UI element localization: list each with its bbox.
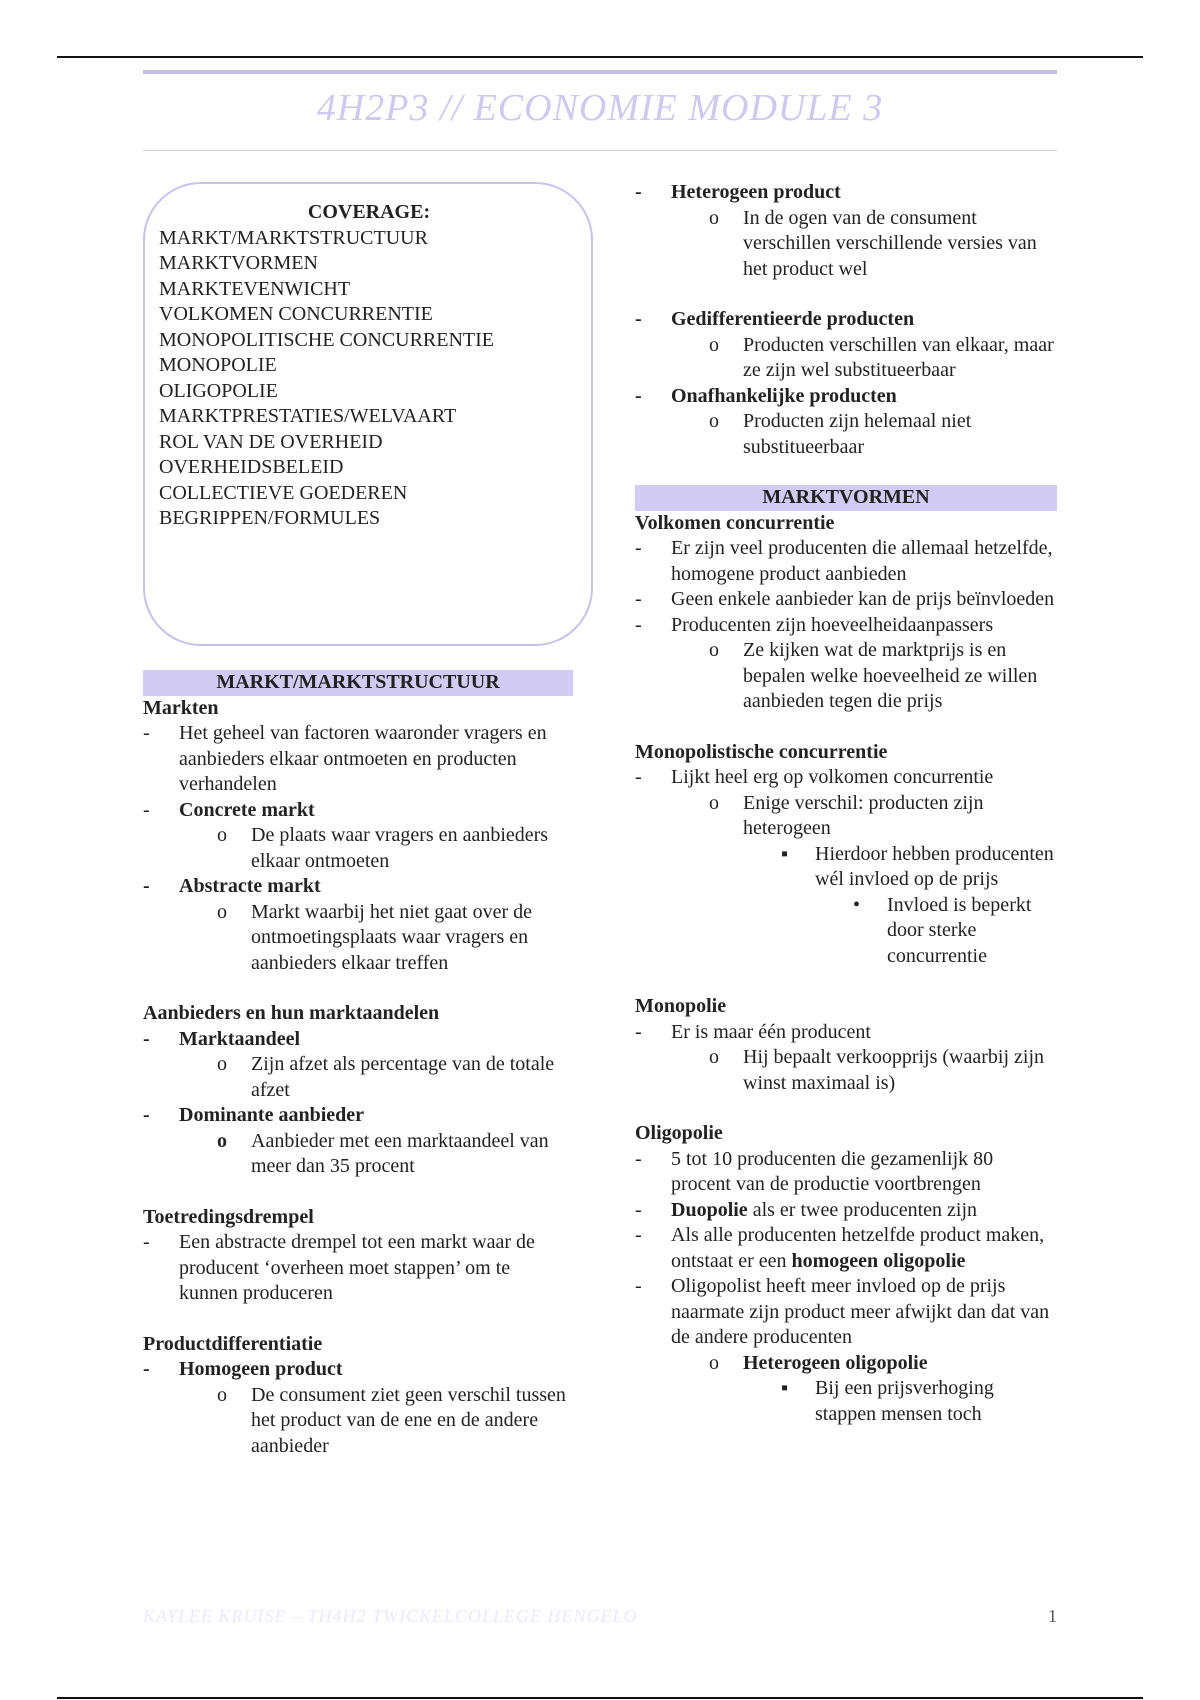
list-item: - Er zijn veel producenten die allemaal hetzelfde, homogene product aanbieden: [635, 537, 1053, 585]
coverage-item: MARKTPRESTATIES/WELVAART: [159, 405, 457, 427]
section-heading-markt: MARKT/MARKTSTRUCTUUR: [143, 670, 573, 696]
subheading-productdifferentiatie: Productdifferentiatie: [143, 1332, 323, 1355]
list-subitem: o Producten zijn helemaal niet substitueerbaar: [709, 410, 972, 458]
list-item: - Er is maar één producent: [635, 1020, 871, 1043]
footer-author: KAYLEE KRUISE – TH4H2 TWICKELCOLLEGE HENGELO: [143, 1606, 638, 1626]
page-title: 4H2P3 // ECONOMIE MODULE 3: [316, 87, 884, 129]
coverage-item: BEGRIPPEN/FORMULES: [159, 507, 381, 529]
coverage-item: MARKTVORMEN: [159, 252, 318, 274]
coverage-item: OLIGOPOLIE: [159, 379, 278, 402]
list-item: - 5 tot 10 producenten die gezamenlijk 80 procent van de productie voortbrengen: [635, 1147, 994, 1195]
subheading-markten: Markten: [143, 696, 219, 719]
left-column: [143, 670, 573, 1459]
list-subsubitem: ▪ Hierdoor hebben producenten wél invloed op de prijs: [781, 842, 1054, 890]
bottom-rule: [57, 1697, 1143, 1699]
list-subitem: o Heterogeen oligopolie: [709, 1351, 928, 1374]
list-item: - Dominante aanbieder: [143, 1104, 364, 1126]
subheading-monopolie: Monopolie: [635, 995, 727, 1017]
list-item: - Heterogeen product: [635, 181, 841, 203]
list-subsubsubitem: • Invloed is beperkt door sterke concurrentie: [853, 893, 1032, 967]
list-item: - Duopolie als er twee producenten zijn: [635, 1198, 978, 1221]
page-number: 1: [1048, 1606, 1057, 1626]
right-column: [635, 180, 1057, 1427]
coverage-item: ROL VAN DE OVERHEID: [159, 430, 383, 453]
list-item: - Onafhankelijke producten: [635, 384, 897, 407]
coverage-item: MONOPOLITISCHE CONCURRENTIE: [159, 328, 494, 351]
coverage-heading: COVERAGE:: [307, 201, 431, 223]
list-item: - Concrete markt: [143, 798, 315, 821]
list-item: - Een abstracte drempel tot een markt waar de producent ‘overheen moet stappen’ om te kunnen produceren: [143, 1231, 535, 1304]
coverage-item: MARKT/MARKTSTRUCTUUR: [159, 226, 428, 249]
list-subitem: o De plaats waar vragers en aanbieders elkaar ontmoeten: [217, 824, 549, 872]
list-item: - Marktaandeel: [143, 1027, 301, 1050]
list-subitem: o Zijn afzet als percentage van de totale afzet: [217, 1053, 555, 1101]
coverage-item: MONOPOLIE: [159, 354, 277, 376]
list-subitem: o Producten verschillen van elkaar, maar ze zijn wel substitueerbaar: [709, 333, 1054, 381]
list-subitem: o Hij bepaalt verkoopprijs (waarbij zijn winst maximaal is): [709, 1046, 1045, 1094]
coverage-item: COLLECTIEVE GOEDEREN: [159, 481, 408, 504]
coverage-item: VOLKOMEN CONCURRENTIE: [159, 303, 433, 325]
subheading-monopolistisch: Monopolistische concurrentie: [635, 740, 888, 763]
list-item: - Het geheel van factoren waaronder vragers en aanbieders elkaar ontmoeten en producten verhandelen: [143, 722, 547, 795]
list-subitem: o In de ogen van de consument verschillen verschillende versies van het product wel: [709, 206, 1037, 280]
title-band: [143, 70, 1057, 151]
list-item: - Producenten zijn hoeveelheidaanpassers: [635, 613, 994, 636]
list-item: - Geen enkele aanbieder kan de prijs beïnvloeden: [635, 588, 1055, 610]
subheading-volkomen: Volkomen concurrentie: [635, 511, 835, 534]
section-heading-marktvormen: MARKTVORMEN: [635, 485, 1057, 511]
coverage-item: MARKTEVENWICHT: [159, 277, 351, 300]
coverage-box: [143, 182, 593, 646]
list-item: - Oligopolist heeft meer invloed op de prijs naarmate zijn product meer afwijkt dan dat van de andere producenten: [635, 1275, 1050, 1348]
list-item: - Als alle producenten hetzelfde product maken, ontstaat er een homogeen oligopolie: [635, 1224, 1045, 1272]
list-subitem: o Markt waarbij het niet gaat over de ontmoetingsplaats waar vragers en aanbieders elkaar treffen: [217, 900, 532, 974]
list-item: - Abstracte markt: [143, 875, 321, 897]
list-subitem: o Aanbieder met een marktaandeel van meer dan 35 procent: [217, 1129, 549, 1177]
list-subitem: o Ze kijken wat de marktprijs is en bepalen welke hoeveelheid ze willen aanbieden tegen die prijs: [709, 639, 1038, 712]
list-item: - Homogeen product: [143, 1358, 343, 1380]
list-item: - Gedifferentieerde producten: [635, 308, 915, 330]
list-subsubitem: ▪ Bij een prijsverhoging stappen mensen toch: [781, 1377, 994, 1425]
subheading-toetreding: Toetredingsdrempel: [143, 1205, 314, 1228]
list-item: - Lijkt heel erg op volkomen concurrentie: [635, 766, 994, 788]
subheading-oligopolie: Oligopolie: [635, 1122, 723, 1144]
subheading-aanbieders: Aanbieders en hun marktaandelen: [143, 1002, 440, 1024]
top-rule: [57, 56, 1143, 58]
coverage-item: OVERHEIDSBELEID: [159, 456, 344, 478]
list-subitem: o Enige verschil: producten zijn heterogeen: [709, 791, 984, 839]
list-subitem: o De consument ziet geen verschil tussen het product van de ene en de andere aanbieder: [217, 1383, 566, 1457]
